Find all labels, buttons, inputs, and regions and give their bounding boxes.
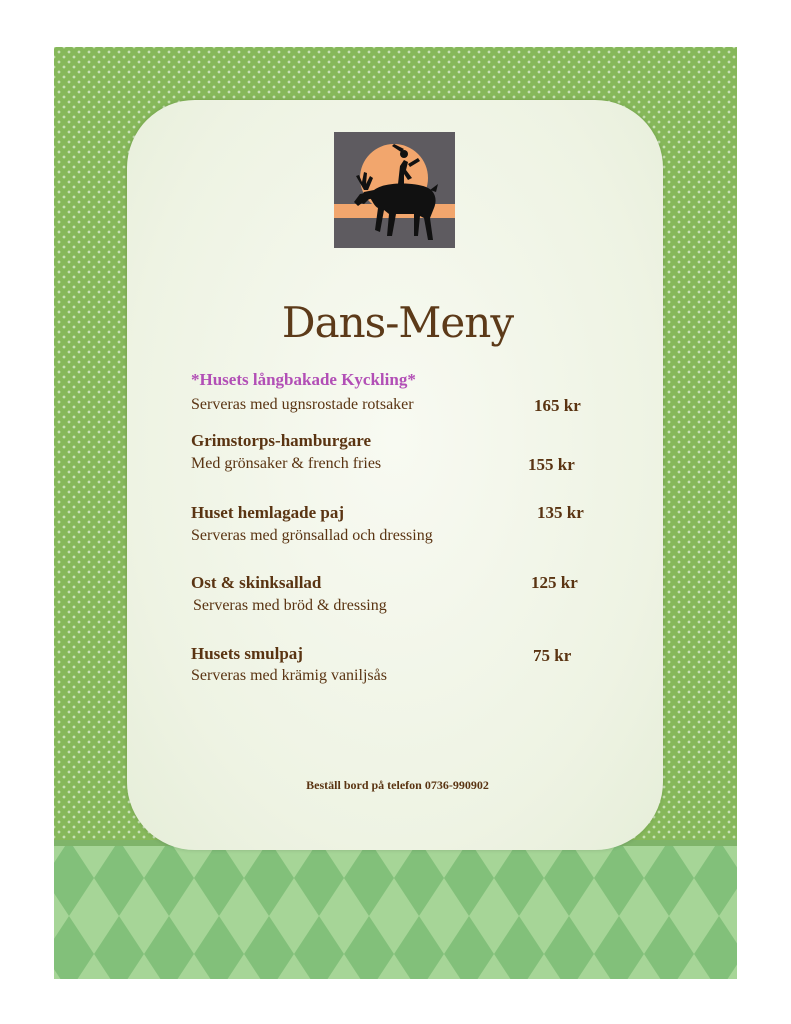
menu-item-price: 135 kr bbox=[537, 503, 584, 522]
menu-item-price: 155 kr bbox=[528, 455, 575, 474]
moose-logo-icon bbox=[334, 132, 455, 248]
booking-phone-text: Beställ bord på telefon 0736-990902 bbox=[306, 778, 489, 792]
menu-item-price: 125 kr bbox=[531, 573, 578, 592]
menu-item-description: Serveras med grönsallad och dressing bbox=[191, 527, 433, 544]
harlequin-pattern bbox=[54, 840, 737, 979]
menu-item-price: 165 kr bbox=[534, 396, 581, 415]
menu-item-description: Serveras med bröd & dressing bbox=[193, 597, 387, 614]
menu-item-name: Grimstorps-hamburgare bbox=[191, 431, 372, 450]
menu-item-name: Huset hemlagade paj bbox=[191, 503, 344, 522]
menu-item-description: Serveras med ugnsrostade rotsaker bbox=[191, 396, 414, 413]
menu-item-price: 75 kr bbox=[533, 646, 572, 665]
menu-title: Dans-Meny bbox=[281, 298, 514, 347]
menu-item-description: Serveras med krämig vaniljsås bbox=[191, 667, 387, 684]
menu-item-name: *Husets långbakade Kyckling* bbox=[191, 370, 416, 389]
menu-item-name: Ost & skinksallad bbox=[191, 573, 322, 592]
menu-item-name: Husets smulpaj bbox=[191, 644, 303, 663]
menu-item-description: Med grönsaker & french fries bbox=[191, 455, 382, 472]
